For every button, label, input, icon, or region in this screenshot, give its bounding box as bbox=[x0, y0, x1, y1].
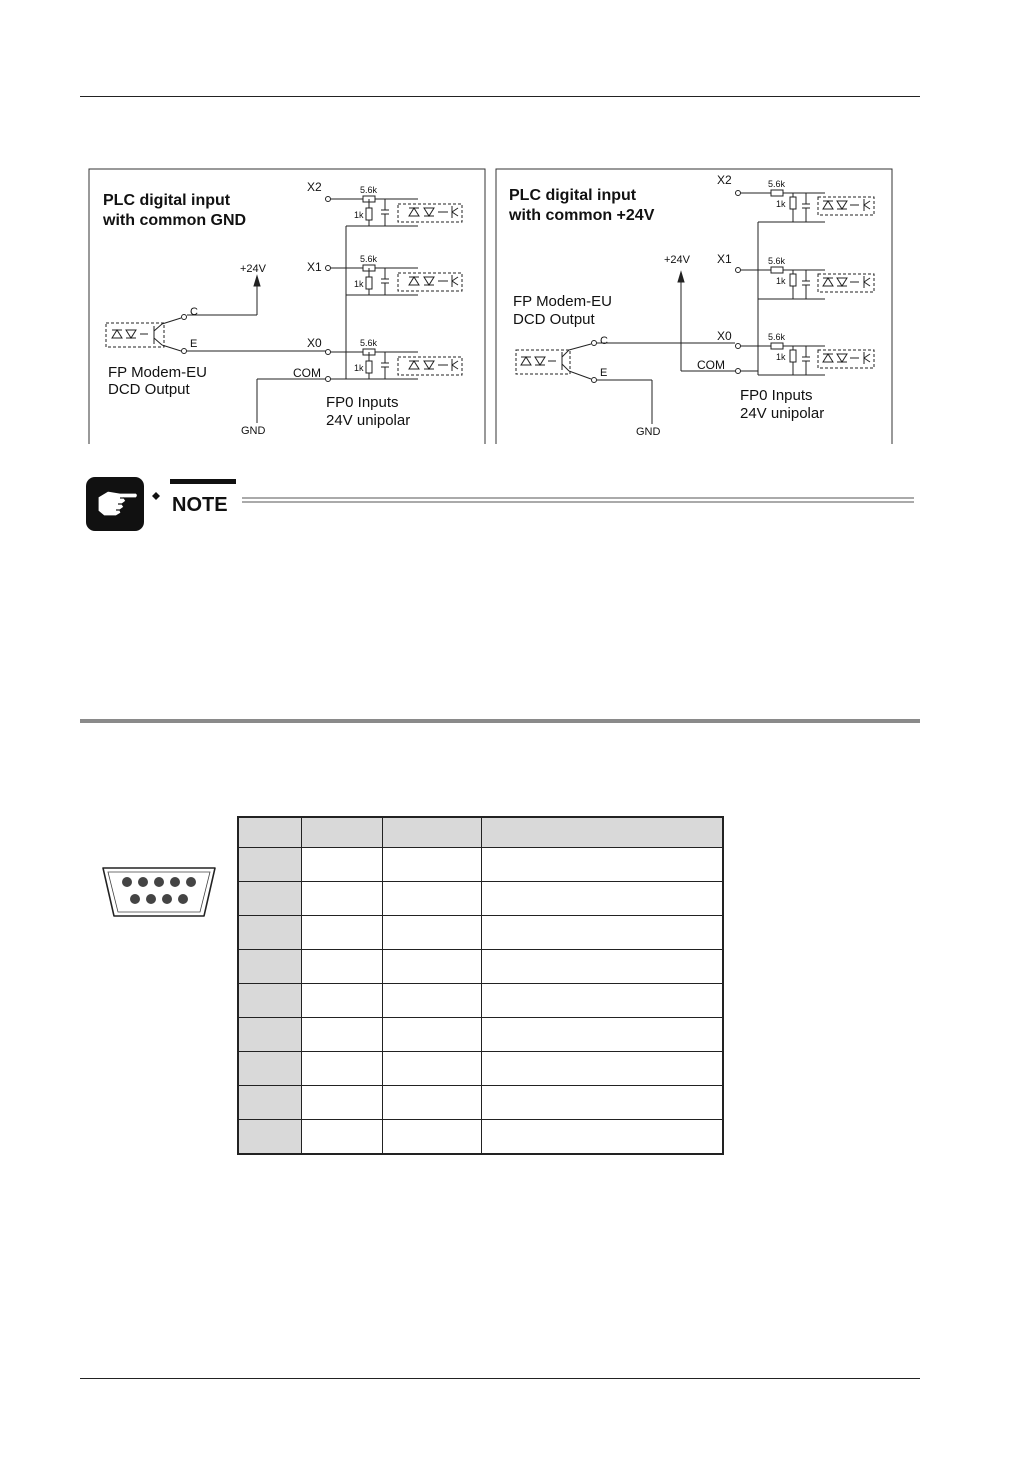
table-cell bbox=[301, 950, 382, 984]
table-cell bbox=[481, 882, 723, 916]
right-input-x1 bbox=[717, 252, 874, 299]
note-label: NOTE bbox=[172, 494, 228, 516]
pin-cell bbox=[238, 1086, 301, 1120]
right-modem-1: FP Modem-EU bbox=[513, 293, 612, 310]
left-plc-1: FP0 Inputs bbox=[326, 394, 399, 411]
svg-text:1k: 1k bbox=[776, 276, 786, 286]
left-24v-label: +24V bbox=[240, 263, 266, 275]
header-cell bbox=[238, 817, 301, 848]
svg-text:X2: X2 bbox=[717, 173, 732, 187]
right-title-2: with common +24V bbox=[509, 207, 655, 224]
svg-text:5.6k: 5.6k bbox=[768, 332, 786, 342]
header-rule bbox=[80, 96, 920, 97]
table-row bbox=[238, 1052, 723, 1086]
table-row bbox=[238, 984, 723, 1018]
svg-text:5.6k: 5.6k bbox=[360, 254, 378, 264]
table-cell bbox=[382, 984, 481, 1018]
svg-text:X1: X1 bbox=[717, 252, 732, 266]
table-row bbox=[238, 1120, 723, 1155]
table-cell bbox=[301, 882, 382, 916]
svg-text:E: E bbox=[600, 367, 608, 379]
left-title-1: PLC digital input bbox=[103, 192, 231, 209]
table-row bbox=[238, 1086, 723, 1120]
svg-text:5.6k: 5.6k bbox=[360, 338, 378, 348]
pin-cell bbox=[238, 1052, 301, 1086]
table-cell bbox=[301, 1086, 382, 1120]
svg-text:1k: 1k bbox=[354, 279, 364, 289]
svg-text:5.6k: 5.6k bbox=[360, 185, 378, 195]
table-cell bbox=[481, 916, 723, 950]
table-cell bbox=[301, 1018, 382, 1052]
svg-text:X2: X2 bbox=[307, 180, 322, 194]
left-input-x1 bbox=[307, 254, 462, 295]
pin-cell bbox=[238, 984, 301, 1018]
svg-text:5.6k: 5.6k bbox=[768, 256, 786, 266]
table-cell bbox=[301, 848, 382, 882]
table-row bbox=[238, 882, 723, 916]
left-modem-2: DCD Output bbox=[108, 381, 190, 398]
svg-text:1k: 1k bbox=[354, 210, 364, 220]
svg-text:1k: 1k bbox=[776, 199, 786, 209]
pin-cell bbox=[238, 916, 301, 950]
table-cell bbox=[481, 848, 723, 882]
right-input-x2 bbox=[717, 173, 874, 222]
left-panel bbox=[89, 169, 485, 444]
svg-text:X0: X0 bbox=[307, 336, 322, 350]
svg-text:X1: X1 bbox=[307, 260, 322, 274]
table-cell bbox=[382, 916, 481, 950]
pin-cell bbox=[238, 1120, 301, 1155]
right-com-label: COM bbox=[697, 358, 725, 372]
header-cell bbox=[301, 817, 382, 848]
pin-cell bbox=[238, 1018, 301, 1052]
table-cell bbox=[481, 1052, 723, 1086]
svg-text:5.6k: 5.6k bbox=[768, 179, 786, 189]
left-com-label: COM bbox=[293, 366, 321, 380]
svg-text:1k: 1k bbox=[354, 363, 364, 373]
left-input-x0 bbox=[307, 336, 462, 379]
pin-cell bbox=[238, 950, 301, 984]
table-cell bbox=[382, 848, 481, 882]
pin-cell bbox=[238, 848, 301, 882]
left-input-x2 bbox=[307, 180, 462, 226]
svg-text:X0: X0 bbox=[717, 329, 732, 343]
table-row bbox=[238, 916, 723, 950]
svg-text:C: C bbox=[600, 335, 608, 347]
svg-text:E: E bbox=[190, 338, 198, 350]
table-cell bbox=[382, 1120, 481, 1155]
header-cell bbox=[481, 817, 723, 848]
header-cell bbox=[382, 817, 481, 848]
table-cell bbox=[481, 950, 723, 984]
table-cell bbox=[301, 916, 382, 950]
table-cell bbox=[301, 984, 382, 1018]
table-header-row bbox=[238, 817, 723, 848]
right-gnd-label: GND bbox=[636, 426, 661, 438]
table-row bbox=[238, 848, 723, 882]
left-title-2: with common GND bbox=[103, 212, 247, 229]
table-cell bbox=[382, 1086, 481, 1120]
table-cell bbox=[382, 882, 481, 916]
right-input-x0 bbox=[717, 329, 874, 375]
right-panel bbox=[496, 169, 892, 444]
pointing-hand-icon bbox=[86, 477, 144, 531]
footer-rule bbox=[80, 1378, 920, 1379]
right-modem-2: DCD Output bbox=[513, 311, 595, 328]
table-cell bbox=[301, 1052, 382, 1086]
right-plc-1: FP0 Inputs bbox=[740, 387, 813, 404]
table-row bbox=[238, 950, 723, 984]
section-divider bbox=[80, 719, 920, 723]
left-modem-1: FP Modem-EU bbox=[108, 364, 207, 381]
table-cell bbox=[481, 1120, 723, 1155]
pin-assignment-table bbox=[237, 816, 724, 1155]
left-gnd-label: GND bbox=[241, 425, 266, 437]
table-cell bbox=[382, 1018, 481, 1052]
table-cell bbox=[382, 950, 481, 984]
circuit-diagram bbox=[88, 168, 896, 444]
svg-text:C: C bbox=[190, 306, 198, 318]
pin-cell bbox=[238, 882, 301, 916]
note-heading bbox=[150, 478, 916, 518]
db9-connector-icon bbox=[100, 864, 218, 920]
right-title-1: PLC digital input bbox=[509, 187, 637, 204]
table-cell bbox=[481, 984, 723, 1018]
table-cell bbox=[301, 1120, 382, 1155]
table-row bbox=[238, 1018, 723, 1052]
svg-text:1k: 1k bbox=[776, 352, 786, 362]
table-cell bbox=[382, 1052, 481, 1086]
right-plc-2: 24V unipolar bbox=[740, 405, 825, 422]
left-plc-2: 24V unipolar bbox=[326, 412, 411, 429]
right-24v-label: +24V bbox=[664, 254, 690, 266]
table-cell bbox=[481, 1018, 723, 1052]
table-cell bbox=[481, 1086, 723, 1120]
